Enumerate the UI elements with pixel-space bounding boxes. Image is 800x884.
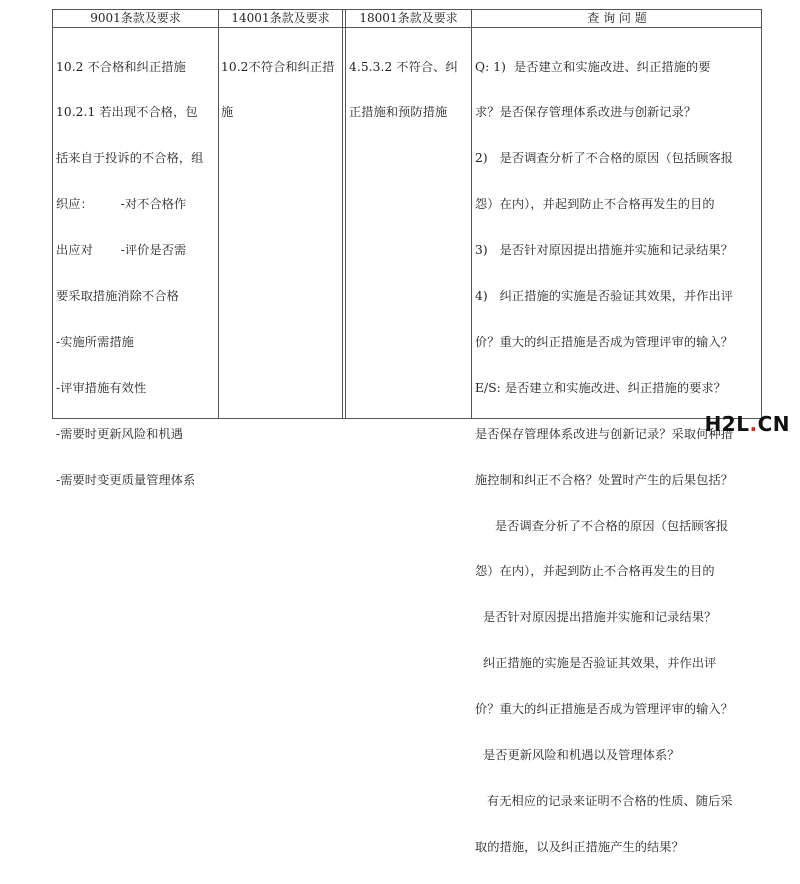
header-14001: 14001条款及要求	[231, 11, 330, 25]
text-line: -评审措施有效性	[56, 380, 147, 395]
text-line: -需要时变更质量管理体系	[56, 472, 196, 487]
text-line: 正措施和预防措施	[349, 105, 448, 120]
text-line: 10.2 不合格和纠正措施	[56, 59, 186, 74]
cell-audit-questions	[475, 29, 760, 884]
text-line: 纠正措施的实施是否验证其效果，并作出评	[475, 656, 717, 671]
text-line: Q: 1) 是否建立和实施改进、纠正措施的要	[475, 59, 711, 74]
text-line: 要采取措施消除不合格	[56, 289, 179, 304]
text-line: 价？重大的纠正措施是否成为管理评审的输入？	[475, 334, 734, 349]
text-line: 是否更新风险和机遇以及管理体系？	[475, 747, 680, 762]
text-line: E/S: 是否建立和实施改进、纠正措施的要求？	[475, 380, 727, 395]
text-line: 是否针对原因提出措施并实施和记录结果？	[475, 610, 717, 625]
text-line: 2) 是否调查分析了不合格的原因（包括顾客报	[475, 151, 734, 166]
h2l-watermark-logo	[705, 412, 790, 436]
text-line: -需要时更新风险和机遇	[56, 426, 184, 441]
text-line: 括来自于投诉的不合格，组	[56, 151, 204, 166]
text-line: 3) 是否针对原因提出措施并实施和记录结果？	[475, 243, 734, 258]
cell-14001-requirements	[221, 29, 340, 151]
text-line: -实施所需措施	[56, 334, 134, 349]
cell-9001-requirements	[56, 29, 216, 519]
text-line: 怨）在内），并起到防止不合格再发生的目的	[475, 197, 715, 212]
cell-18001-requirements	[349, 29, 469, 151]
text-line: 织应： -对不合格作	[56, 197, 187, 212]
text-line: 4) 纠正措施的实施是否验证其效果，并作出评	[475, 289, 734, 304]
text-line: 取的措施，以及纠正措施产生的结果？	[475, 839, 684, 854]
header-9001: 9001条款及要求	[90, 11, 181, 25]
text-line: 是否保存管理体系改进与创新记录？采取何种措	[475, 426, 734, 441]
column-divider	[218, 10, 219, 418]
text-line: 有无相应的记录来证明不合格的性质、随后采	[475, 793, 733, 808]
text-line: 是否调查分析了不合格的原因（包括顾客报	[475, 518, 729, 533]
logo-h2l: H2L	[704, 412, 750, 436]
logo-cn: CN	[757, 412, 790, 436]
column-divider	[342, 10, 346, 418]
header-questions: 查 询 问 题	[587, 11, 647, 25]
text-line: 求？是否保存管理体系改进与创新记录？	[475, 105, 697, 120]
text-line: 施	[221, 105, 234, 120]
text-line: 怨）在内），并起到防止不合格再发生的目的	[475, 564, 715, 579]
text-line: 施控制和纠正不合格？处置时产生的后果包括？	[475, 472, 734, 487]
column-divider	[471, 10, 472, 418]
header-18001: 18001条款及要求	[359, 11, 458, 25]
text-line: 10.2.1 若出现不合格，包	[56, 105, 198, 120]
text-line: 出应对 -评价是否需	[56, 243, 187, 258]
text-line: 4.5.3.2 不符合、纠	[349, 59, 458, 74]
text-line: 价？重大的纠正措施是否成为管理评审的输入？	[475, 702, 734, 717]
text-line: 10.2不符合和纠正措	[221, 59, 335, 74]
logo-dot: .	[749, 412, 758, 436]
